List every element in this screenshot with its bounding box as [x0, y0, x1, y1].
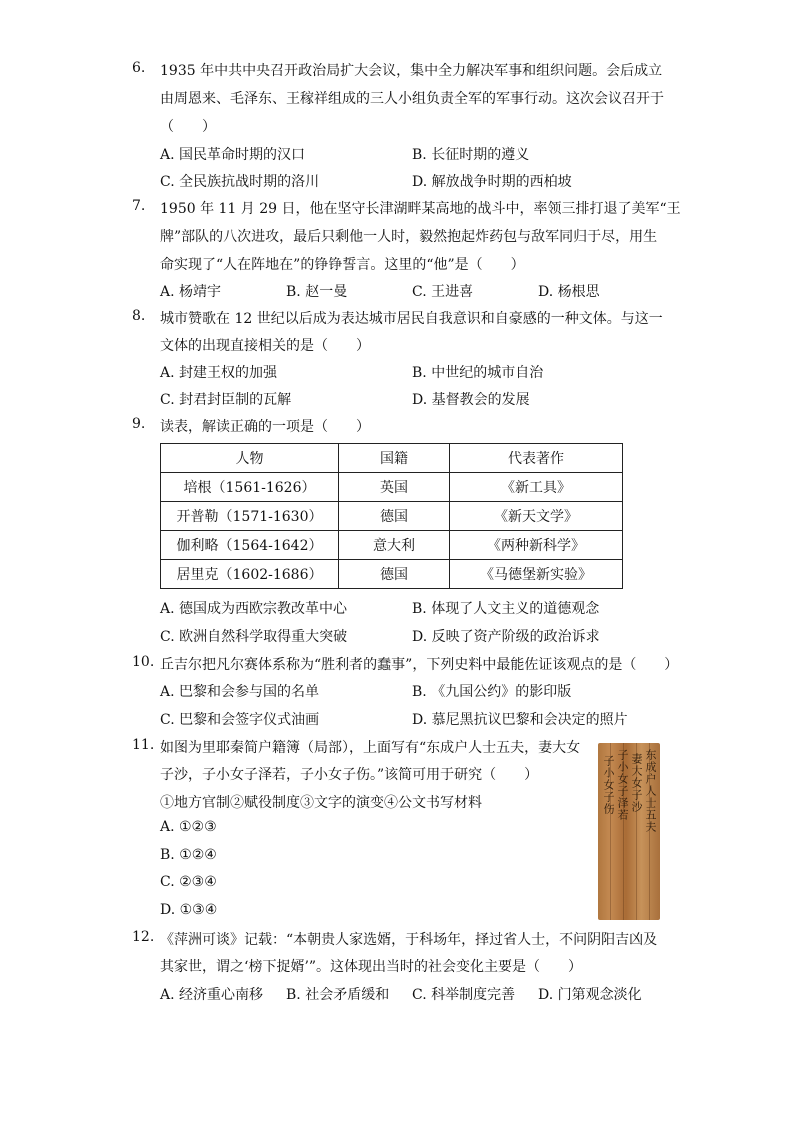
option-b: B. 《九国公约》的影印版 — [412, 684, 572, 700]
option-b: B. 社会矛盾缓和 — [286, 987, 390, 1003]
option-a: A. 杨靖宇 — [160, 284, 222, 300]
question-number: 6. — [132, 60, 146, 76]
option-c: C. ②③④ — [160, 874, 217, 890]
bamboo-slip-image — [598, 743, 660, 920]
table-cell: 《新天文学》 — [450, 502, 623, 531]
table-header-cell: 人物 — [161, 444, 339, 473]
question-text-line: （ ） — [160, 119, 216, 135]
option-d: D. 解放战争时期的西柏坡 — [412, 174, 572, 190]
option-b: B. 长征时期的遵义 — [412, 147, 530, 163]
scientists-table — [160, 443, 623, 589]
option-d: D. 门第观念淡化 — [538, 987, 642, 1003]
option-b: B. 赵一曼 — [286, 284, 348, 300]
question-number: 9. — [132, 416, 146, 432]
table-cell: 《两种新科学》 — [450, 531, 623, 560]
option-b: B. ①②④ — [160, 847, 217, 863]
option-c: C. 科举制度完善 — [412, 987, 516, 1003]
question-number: 12. — [132, 929, 155, 945]
table-cell: 培根（1561-1626） — [161, 473, 339, 502]
option-d: D. 反映了资产阶级的政治诉求 — [412, 629, 600, 645]
table-cell: 德国 — [339, 560, 450, 589]
question-text-line: 城市赞歌在 12 世纪以后成为表达城市居民自我意识和自豪感的一种文体。与这一 — [160, 311, 663, 327]
option-c: C. 封君封臣制的瓦解 — [160, 392, 292, 408]
question-text-line: 文体的出现直接相关的是（ ） — [160, 338, 370, 354]
table-header-cell: 国籍 — [339, 444, 450, 473]
table-cell: 《新工具》 — [450, 473, 623, 502]
question-number: 8. — [132, 308, 146, 324]
option-a: A. 经济重心南移 — [160, 987, 264, 1003]
question-text-line: 命实现了“人在阵地在”的铮铮誓言。这里的“他”是（ ） — [160, 257, 525, 273]
option-d: D. ①③④ — [160, 902, 218, 918]
table-header-cell: 代表著作 — [450, 444, 623, 473]
question-text-line: 牌”部队的八次进攻，最后只剩他一人时，毅然抱起炸药包与敌军同归于尽，用生 — [160, 229, 658, 245]
table-cell: 意大利 — [339, 531, 450, 560]
question-text-line: 读表，解读正确的一项是（ ） — [160, 419, 370, 435]
option-c: C. 巴黎和会签字仪式油画 — [160, 712, 320, 728]
table-cell: 英国 — [339, 473, 450, 502]
question-number: 10. — [132, 654, 155, 670]
question-text-line: 如图为里耶秦简户籍簿（局部），上面写有“东成户人士五夫，妻大女 — [160, 740, 581, 756]
question-text-line: 由周恩来、毛泽东、王稼祥组成的三人小组负责全军的军事行动。这次会议召开于 — [160, 91, 664, 107]
question-text-line: 其家世，谓之‘榜下捉婿’”。这体现出当时的社会变化主要是（ ） — [160, 959, 583, 975]
question-text-line: 子沙，子小女子泽若，子小女子伤。”该简可用于研究（ ） — [160, 767, 539, 783]
option-b: B. 中世纪的城市自治 — [412, 365, 544, 381]
question-number: 7. — [132, 198, 146, 214]
question-text-line: 1935 年中共中央召开政治局扩大会议，集中全力解决军事和组织问题。会后成立 — [160, 63, 663, 79]
table-cell: 德国 — [339, 502, 450, 531]
table-row — [161, 531, 623, 560]
question-text-line: 《萍洲可谈》记载：“本朝贵人家选婿，于科场年，择过省人士，不问阴阳吉凶及 — [160, 932, 658, 948]
question-text-line: 1950 年 11 月 29 日，他在坚守长津湖畔某高地的战斗中，率领三排打退了美军“王 — [160, 201, 681, 217]
table-row — [161, 473, 623, 502]
slip-inscription: 子小女子泽若 — [616, 749, 629, 821]
table-row — [161, 560, 623, 589]
option-c: C. 全民族抗战时期的洛川 — [160, 174, 320, 190]
option-d: D. 杨根思 — [538, 284, 600, 300]
table-cell: 《马德堡新实验》 — [450, 560, 623, 589]
slip-inscription: 妻大女子沙 — [630, 753, 643, 813]
question-text-line: ①地方官制②赋役制度③文字的演变④公文书写材料 — [160, 795, 482, 811]
table-cell: 伽利略（1564-1642） — [161, 531, 339, 560]
option-a: A. 德国成为西欧宗教改革中心 — [160, 601, 348, 617]
option-c: C. 王进喜 — [412, 284, 474, 300]
table-cell: 开普勒（1571-1630） — [161, 502, 339, 531]
option-b: B. 体现了人文主义的道德观念 — [412, 601, 600, 617]
option-c: C. 欧洲自然科学取得重大突破 — [160, 629, 348, 645]
question-number: 11. — [132, 737, 155, 753]
table-cell: 居里克（1602-1686） — [161, 560, 339, 589]
question-text-line: 丘吉尔把凡尔赛体系称为“胜利者的蠢事”，下列史料中最能佐证该观点的是（ ） — [160, 657, 679, 673]
option-a: A. 巴黎和会参与国的名单 — [160, 684, 320, 700]
table-row — [161, 502, 623, 531]
option-a: A. 国民革命时期的汉口 — [160, 147, 306, 163]
option-a: A. 封建王权的加强 — [160, 365, 278, 381]
table-header-row — [161, 444, 623, 473]
option-d: D. 基督教会的发展 — [412, 392, 530, 408]
option-a: A. ①②③ — [160, 819, 217, 835]
option-d: D. 慕尼黑抗议巴黎和会决定的照片 — [412, 712, 628, 728]
slip-inscription: 东成户人士五夫 — [644, 749, 657, 833]
slip-inscription: 子小女子伤 — [602, 755, 615, 815]
